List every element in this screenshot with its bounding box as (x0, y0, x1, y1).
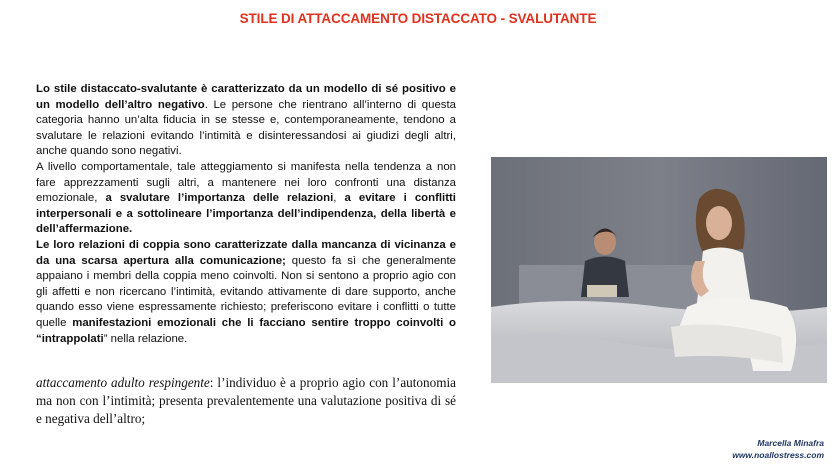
p3-text: questo fa sì che generalmente appaiano i membri della coppia meno coinvolti. Non si sentono a proprio agio con gli affetti e non ricercano l’intimità, evitando attivamente di dare supporto, anche quando esso viene espressamente richiesto; preferiscono evitare i conflitti o tutte quelle (36, 254, 456, 329)
p2-bold-1: a svalutare l’importanza delle relazioni (105, 192, 334, 205)
p3-text-2: ” nella relazione. (103, 332, 188, 345)
paragraph-1 (36, 82, 456, 160)
quote-text: : l’individuo è a proprio agio con l’autonomia ma non con l’intimità; presenta prevalentemente una valutazione positiva di sé e negativa dell’altro; (36, 375, 456, 426)
body-text (36, 82, 456, 347)
p2-bold-2: a evitare i conflitti interpersonali e a sottolineare l’importanza dell’indipendenza, della libertà e dell’affermazione. (36, 192, 456, 236)
definition-quote (36, 374, 456, 428)
p2-text-2: , (333, 192, 345, 205)
paragraph-3 (36, 238, 456, 347)
quote-term: attaccamento adulto respingente (36, 375, 210, 390)
footer-credit (732, 437, 824, 461)
p1-bold: Lo stile distaccato-svalutante è caratterizzato da un modello di sé positivo e un modello dell’altro negativo (36, 83, 456, 111)
paragraph-2 (36, 160, 456, 238)
author-name: Marcella Minafra (757, 438, 824, 448)
couple-in-bed-photo (491, 157, 827, 383)
p2-text: A livello comportamentale, tale atteggiamento si manifesta nella tendenza a non fare apprezzamenti sugli altri, a mantenere nei loro confronti una distanza emozionale, (36, 160, 456, 205)
website-link[interactable]: www.noallostress.com (732, 450, 824, 460)
slide-title: STILE DI ATTACCAMENTO DISTACCATO - SVALUTANTE (239, 11, 597, 26)
p1-text: . Le persone che rientrano all’interno di questa categoria hanno un’alta fiducia in se stesse e, contemporaneamente, tendono a svalutare le relazioni evitando l’intimità e disinteressandosi ai giudizi degli altri, anche quando sono negativi. (36, 98, 456, 158)
p3-bold-2: manifestazioni emozionali che li facciano sentire troppo coinvolti o “intrappolati (36, 316, 456, 345)
p3-bold-1: Le loro relazioni di coppia sono caratterizzate dalla mancanza di vicinanza e da una scarsa apertura alla comunicazione; (36, 238, 456, 267)
